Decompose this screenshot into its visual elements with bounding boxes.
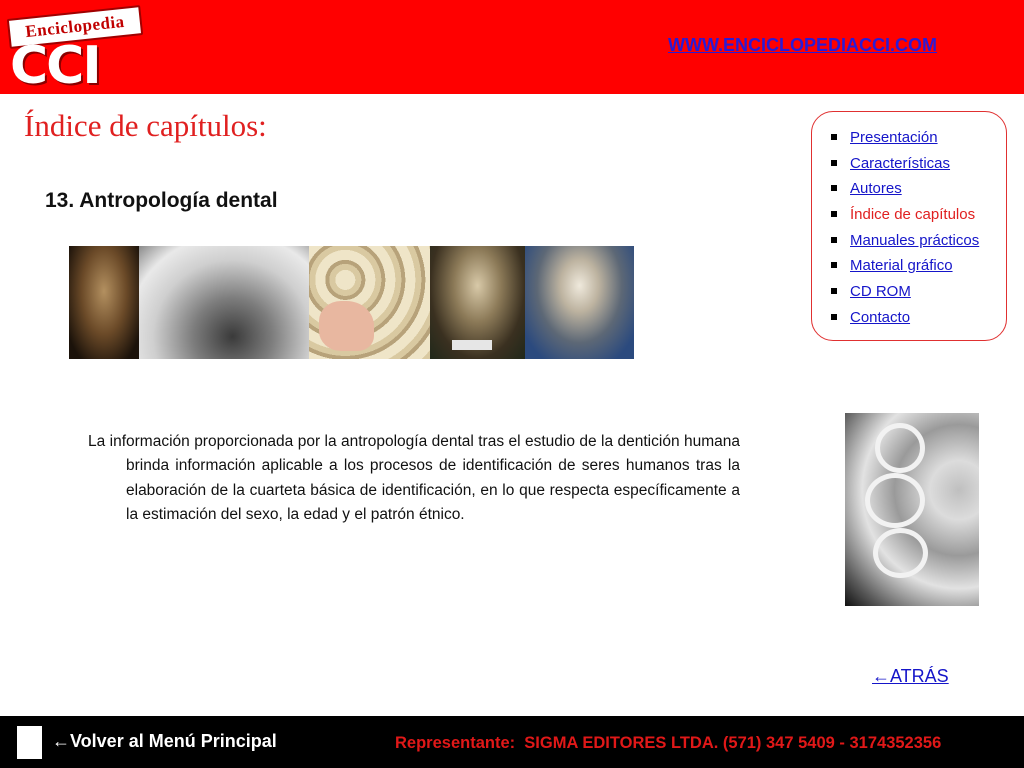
nav-item-caracteristicas [831, 155, 979, 181]
skull-photo [69, 246, 139, 359]
square-icon [17, 726, 42, 759]
nav-link-autores[interactable]: Autores [850, 180, 902, 198]
logo-mark: CCI [10, 36, 100, 96]
hand-shape [319, 301, 374, 351]
nav-link-presentacion[interactable]: Presentación [850, 129, 938, 146]
page-title: Índice de capítulos: [24, 108, 267, 143]
jaw-remains-photo [430, 246, 525, 359]
nav-item-manuales [831, 232, 979, 258]
navigation-menu [811, 111, 1007, 341]
bullet-icon [831, 237, 837, 243]
footer-bar [0, 716, 1024, 768]
tooth-fold-shape [865, 473, 925, 528]
bullet-icon [831, 288, 837, 294]
nav-item-presentacion [831, 129, 979, 155]
nav-link-contacto[interactable]: Contacto [850, 308, 911, 326]
chapter-description: La información proporcionada por la antropología dental tras el estudio de la dentición humana brinda información aplicable a los procesos de identificación de seres humanos tras la elaboración de la cuarteta básica de identificación, en lo que respecta específicamente a la estimación del sexo, la edad y el patrón étnico. [88, 433, 740, 523]
bullet-icon [831, 314, 837, 320]
bullet-icon [831, 160, 837, 166]
nav-link-cdrom[interactable]: CD ROM [850, 283, 911, 301]
dental-photo-strip [69, 246, 634, 359]
nav-current-indice: Índice de capítulos [850, 206, 976, 224]
nav-item-contacto [831, 309, 979, 335]
bullet-icon [831, 262, 837, 268]
dental-cast-photo [139, 246, 309, 359]
tooth-section-photo [845, 413, 979, 606]
logo-title: Enciclopedia [7, 5, 143, 49]
nav-item-cdrom [831, 283, 979, 309]
tooth-fold-shape [873, 528, 928, 578]
representative-info: Representante: SIGMA EDITORES LTDA. (571) 347 5409 - 3174352356 [395, 734, 942, 752]
bullet-icon [831, 185, 837, 191]
ruler-shape [452, 340, 492, 350]
nav-link-manuales[interactable]: Manuales prácticos [850, 231, 980, 249]
nav-link-caracteristicas[interactable]: Características [850, 154, 951, 172]
nav-item-material [831, 257, 979, 283]
chapter-heading: 13. Antropología dental [45, 189, 278, 212]
nav-link-material[interactable]: Material gráfico [850, 257, 953, 275]
dental-arch-photo [525, 246, 634, 359]
nav-item-indice [831, 206, 979, 232]
enciclopedia-cci-logo[interactable] [6, 8, 144, 96]
tooth-fold-shape [875, 423, 925, 473]
teeth-collection-photo [309, 246, 430, 359]
nav-item-autores [831, 180, 979, 206]
main-menu-link[interactable]: ←Volver al Menú Principal [52, 731, 277, 751]
bullet-icon [831, 211, 837, 217]
back-link[interactable]: ←ATRÁS [872, 666, 949, 686]
site-url-link[interactable]: WWW.ENCICLOPEDIACCI.COM [668, 35, 937, 55]
header-bar [0, 0, 1024, 94]
bullet-icon [831, 134, 837, 140]
